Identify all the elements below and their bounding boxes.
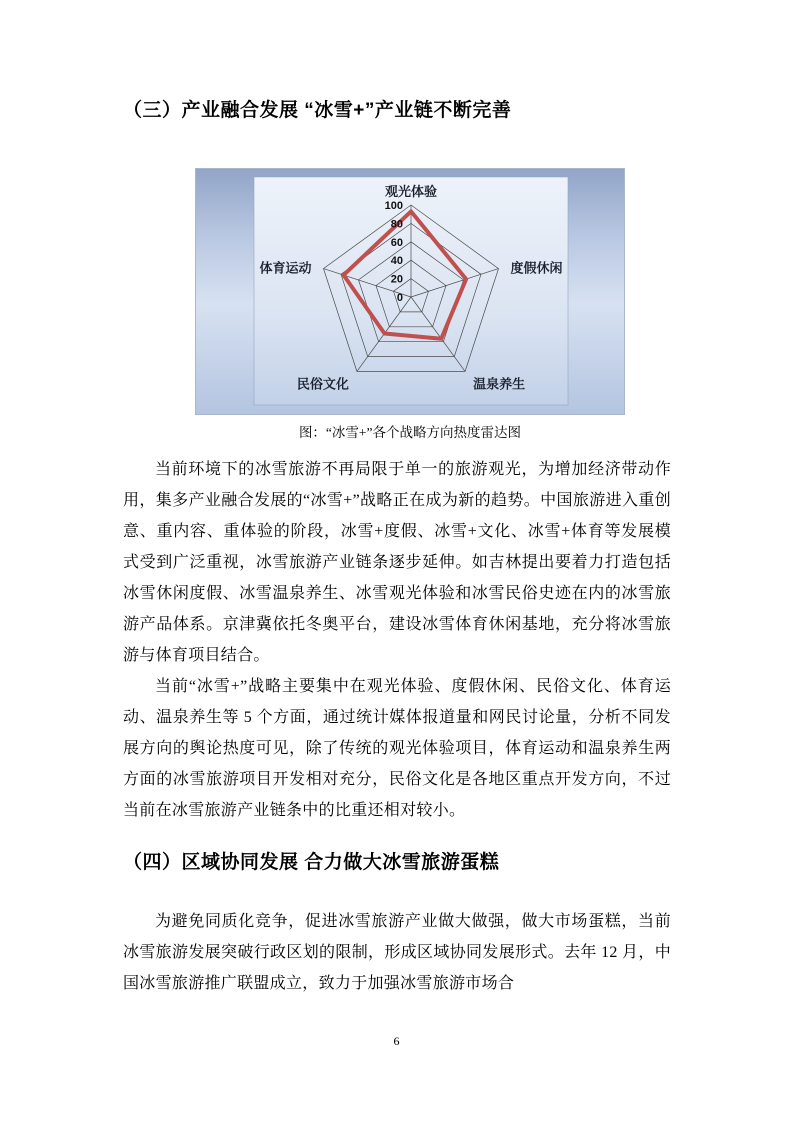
radar-chart-figure <box>195 168 625 442</box>
radar-axis-label: 民俗文化 <box>296 376 349 392</box>
paragraph: 当前“冰雪+”战略主要集中在观光体验、度假休闲、民俗文化、体育运动、温泉养生等 5 个方面，通过统计媒体报道量和网民讨论量，分析不同发展方向的舆论热度可见，除了传统的观光体验项目，体育运动和温泉养生两方面的冰雪旅游项目开发相对充分，民俗文化是各地区重点开发方向，不过当前在冰雪旅游产业链条中的比重还相对较小。 <box>123 678 671 819</box>
radar-chart <box>196 169 626 416</box>
chart-caption: 图：“冰雪+”各个战略方向热度雷达图 <box>298 425 522 440</box>
radar-tick-label: 100 <box>384 200 403 212</box>
radar-tick-label: 20 <box>390 273 403 286</box>
section-3-body <box>123 454 671 826</box>
radar-axis-label: 观光体验 <box>384 184 438 199</box>
paragraph: 当前环境下的冰雪旅游不再局限于单一的旅游观光，为增加经济带动作用，集多产业融合发展的“冰雪+”战略正在成为新的趋势。中国旅游进入重创意、重内容、重体验的阶段，冰雪+度假、冰雪+文化、冰雪+体育等发展模式受到广泛重视，冰雪旅游产业链条逐步延伸。如吉林提出要着力打造包括冰雪休闲度假、冰雪温泉养生、冰雪观光体验和冰雪民俗史迹在内的冰雪旅游产品体系。京津冀依托冬奥平台，建设冰雪体育休闲基地，充分将冰雪旅游与体育项目结合。 <box>123 461 671 664</box>
section-heading-regional-coordination: （四）区域协同发展 合力做大冰雪旅游蛋糕 <box>123 852 500 873</box>
radar-tick-label: 0 <box>396 292 403 304</box>
radar-axis-label: 体育运动 <box>259 260 312 276</box>
paragraph: 为避免同质化竞争，促进冰雪旅游产业做大做强，做大市场蛋糕，当前冰雪旅游发展突破行政区划的限制，形成区域协同发展形式。去年 12 月，中国冰雪旅游推广联盟成立，致力于加强冰雪旅游市场合 <box>123 913 671 992</box>
radar-tick-label: 80 <box>390 218 403 231</box>
radar-chart-background <box>195 168 625 415</box>
radar-tick-label: 40 <box>390 255 403 268</box>
page-number: 6 <box>393 1034 400 1048</box>
radar-tick-label: 60 <box>390 236 403 249</box>
radar-axis-label: 温泉养生 <box>473 376 526 392</box>
radar-axis-label: 度假休闲 <box>510 260 563 276</box>
section-heading-industry-integration: （三）产业融合发展 “冰雪+”产业链不断完善 <box>123 100 512 121</box>
section-4-body <box>123 906 671 999</box>
